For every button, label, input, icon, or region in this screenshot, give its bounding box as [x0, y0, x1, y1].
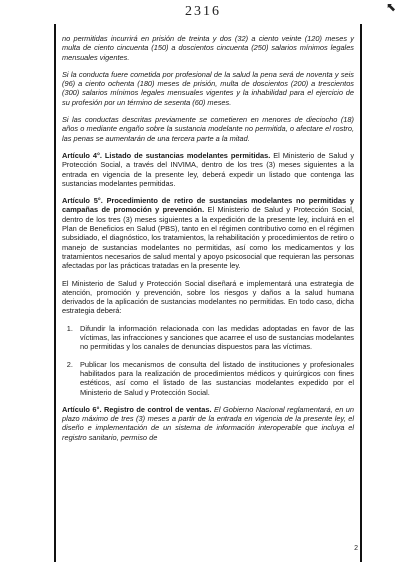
- paragraph-penalty-1: no permitidas incurrirá en prisión de treinta y dos (32) a ciento veinte (120) meses y multa de ciento cincuenta (150) a doscientos cincuenta (250) salarios mínimos legales mensuales vigentes.: [62, 34, 354, 62]
- article-5-title: Artículo 5°. Procedimiento de retiro de sustancias modelantes no permitidas y campañas de promoción y prevención.: [62, 196, 354, 215]
- footer-page-number: 2: [354, 545, 358, 552]
- article-4: [62, 151, 354, 188]
- list-item: 2. Publicar los mecanismos de consulta del listado de instituciones y profesionales habilitados para la realización de procedimientos médicos y quirúrgicos con fines estéticos, así como el listado de las sustancias modelantes expedido por el Ministerio de Salud y Protección Social.: [75, 360, 354, 397]
- strategy-list: [62, 324, 354, 397]
- article-4-title: Artículo 4°. Listado de sustancias modelantes permitidas.: [62, 150, 271, 160]
- article-6: [62, 405, 354, 442]
- paragraph-strategy: El Ministerio de Salud y Protección Social diseñará e implementará una estrategia de atención, promoción y prevención, sobre los riesgos y daños a la salud humana derivados de la aplicación de sustancias modelantes no permitidas. En todo caso, dicha estrategia deberá:: [62, 278, 354, 316]
- document-body: [62, 34, 354, 450]
- article-6-body: El Gobierno Nacional reglamentará, en un plazo máximo de tres (3) meses a partir de la entrada en vigencia de la presente ley, el diseño e implementación de un sistema de información interoperable que incluya el registro sanitario, permiso de: [62, 404, 355, 442]
- article-5-body: El Ministerio de Salud y Protección Social, dentro de los tres (3) meses siguientes a la expedición de la presente ley, incluirá en el Plan de Beneficios en Salud (PBS), tanto en el régimen contributivo como en el régimen subsidiado, el diagnóstico, los tratamientos, la rehabilitación y procedimientos de retiro o manejo de sustancias modelantes no permitidas, así como los medicamentos y los tratamientos necesarios de salud mental y apoyo psicosocial que requieran las personas afectadas por las prácticas tratadas en la presente ley.: [62, 205, 354, 271]
- article-6-title: Artículo 6°. Registro de control de ventas.: [62, 404, 212, 414]
- article-4-body: El Ministerio de Salud y Protección Social, a través del INVIMA, dentro de los tres (3) meses siguientes a la entrada en vigencia de la presente ley, deberá expedir un listado que contenga las sustancias modelantes permitidas.: [62, 150, 355, 188]
- corner-arrow-icon: ⬉: [385, 0, 396, 14]
- gazette-page-number: 2316: [185, 4, 221, 19]
- paragraph-penalty-aggravated: Si las conductas descritas previamente se cometieren en menores de dieciocho (18) años o mediante engaño sobre la sustancia modelante no permitida, o afectare el rostro, las penas se aumentarán de una tercera parte a la mitad.: [62, 115, 354, 143]
- paragraph-penalty-professional: Si la conducta fuere cometida por profesional de la salud la pena será de noventa y seis (96) a ciento ochenta (180) meses de prisión, multa de doscientos (200) a trescientos (300) salarios mínimos legales mensuales vigentes y la inhabilidad para el ejercicio de su profesión por un término de sesenta (60) meses.: [62, 69, 354, 107]
- list-item: 1. Difundir la información relacionada con las medidas adoptadas en favor de las víctimas, las infracciones y sanciones que acarree el uso de sustancias modelantes no permitidas y los canales de denuncias dispuestos para las víctimas.: [75, 324, 354, 352]
- article-5: [62, 196, 354, 270]
